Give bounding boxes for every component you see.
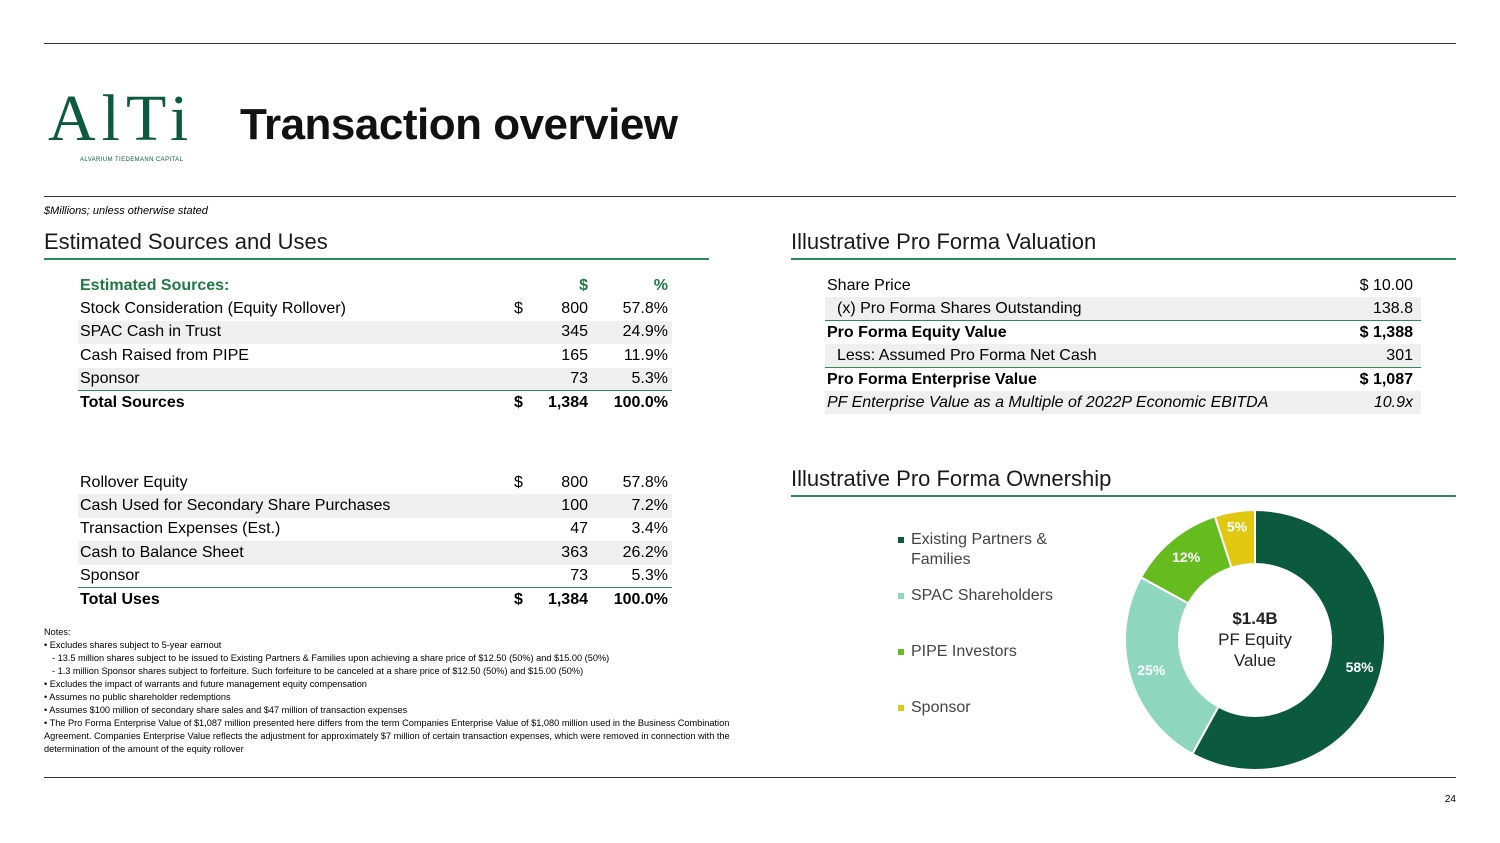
legend-label: Sponsor bbox=[911, 699, 971, 716]
valuation-row bbox=[825, 344, 1421, 367]
page-number: 24 bbox=[1444, 794, 1456, 805]
row-amount: 100 bbox=[536, 494, 590, 517]
valuation-table bbox=[825, 274, 1421, 414]
row-amount: 165 bbox=[561, 346, 588, 364]
sources-header-row bbox=[78, 274, 672, 297]
row-percent: 3.4% bbox=[631, 520, 668, 538]
table-row bbox=[78, 541, 672, 564]
row-percent: 26.2% bbox=[590, 541, 672, 564]
donut-slice-label: 25% bbox=[1137, 662, 1166, 679]
table-row bbox=[78, 321, 672, 344]
note-line: • Assumes no public shareholder redemptions bbox=[44, 692, 231, 702]
legend-swatch bbox=[898, 649, 904, 655]
alti-logo bbox=[48, 82, 198, 166]
donut-center-label bbox=[1195, 608, 1315, 671]
row-currency bbox=[506, 565, 536, 588]
legend-label: PIPE Investors bbox=[911, 643, 1017, 660]
row-percent: 5.3% bbox=[590, 368, 672, 391]
valuation-row bbox=[825, 391, 1421, 414]
table-row bbox=[78, 368, 672, 391]
valuation-title: Illustrative Pro Forma Valuation bbox=[791, 229, 1097, 254]
valuation-value: 301 bbox=[1349, 344, 1421, 367]
row-amount: 47 bbox=[570, 520, 588, 538]
sources-total-row bbox=[78, 391, 672, 414]
donut-slice-label: 12% bbox=[1172, 548, 1201, 565]
uses-table bbox=[78, 471, 672, 611]
valuation-row bbox=[825, 321, 1421, 344]
table-row bbox=[78, 344, 672, 367]
sources-header-label: Estimated Sources: bbox=[80, 276, 230, 294]
note-line: • Excludes shares subject to 5-year earnout bbox=[44, 640, 222, 650]
total-percent: 100.0% bbox=[613, 590, 668, 608]
row-currency bbox=[506, 518, 536, 541]
valuation-label: Pro Forma Equity Value bbox=[827, 323, 1007, 341]
row-label: Cash Raised from PIPE bbox=[80, 346, 249, 364]
row-label: Sponsor bbox=[78, 565, 506, 588]
total-percent: 100.0% bbox=[613, 393, 668, 411]
center-line-2: Value bbox=[1233, 651, 1277, 670]
sources-header-pct: % bbox=[653, 276, 668, 294]
center-value: $1.4B bbox=[1232, 609, 1278, 628]
title-rule bbox=[44, 196, 1456, 197]
bottom-rule bbox=[44, 777, 1456, 778]
row-label: Rollover Equity bbox=[80, 473, 188, 491]
valuation-label: (x) Pro Forma Shares Outstanding bbox=[825, 297, 1349, 320]
total-currency: $ bbox=[514, 590, 523, 608]
valuation-value: $ 1,388 bbox=[1359, 323, 1413, 341]
note-line: • The Pro Forma Enterprise Value of $1,087 million presented here differs from the term Companies Enterprise Value of $1,080 million used in the Business Combination Agreement. Companies Enterprise Value reflects the adjustment for approximately $7 million of certain transaction expenses, which were removed in connection with the determination of the amount of the equity rollover bbox=[44, 718, 730, 754]
legend-swatch bbox=[898, 537, 904, 543]
valuation-row bbox=[825, 297, 1421, 320]
row-currency: $ bbox=[514, 473, 523, 491]
valuation-row bbox=[825, 368, 1421, 391]
row-amount: 363 bbox=[536, 541, 590, 564]
row-label: Cash to Balance Sheet bbox=[78, 541, 506, 564]
units-note: $Millions; unless otherwise stated bbox=[44, 205, 208, 217]
valuation-value: 138.8 bbox=[1349, 297, 1421, 320]
note-line: • Excludes the impact of warrants and future management equity compensation bbox=[44, 679, 367, 689]
valuation-label: Less: Assumed Pro Forma Net Cash bbox=[825, 344, 1349, 367]
page-title: Transaction overview bbox=[240, 100, 678, 149]
ownership-title: Illustrative Pro Forma Ownership bbox=[791, 466, 1112, 491]
total-amount: 1,384 bbox=[547, 393, 588, 411]
note-line: - 1.3 million Sponsor shares subject to forfeiture. Such forfeiture to be canceled at a share price of $12.50 (50%) and $15.00 (50%) bbox=[52, 666, 584, 676]
row-percent: 24.9% bbox=[590, 321, 672, 344]
valuation-value: $ 1,087 bbox=[1359, 370, 1413, 388]
donut-slice-label: 5% bbox=[1226, 518, 1248, 535]
notes bbox=[44, 626, 734, 756]
valuation-rule bbox=[791, 258, 1456, 260]
sources-uses-title: Estimated Sources and Uses bbox=[44, 229, 328, 254]
row-amount: 73 bbox=[536, 565, 590, 588]
sources-table bbox=[78, 274, 672, 414]
row-currency bbox=[506, 321, 536, 344]
table-row bbox=[78, 518, 672, 541]
table-row bbox=[78, 297, 672, 320]
logo-subtitle: ALVARIUM TIEDEMANN CAPITAL bbox=[80, 157, 184, 163]
table-row bbox=[78, 471, 672, 494]
top-rule bbox=[44, 43, 1456, 44]
valuation-row bbox=[825, 274, 1421, 297]
sources-header-amount: $ bbox=[579, 276, 588, 294]
valuation-label: PF Enterprise Value as a Multiple of 2022P Economic EBITDA bbox=[825, 391, 1349, 414]
row-amount: 345 bbox=[536, 321, 590, 344]
row-currency: $ bbox=[514, 300, 523, 318]
center-line-1: PF Equity bbox=[1218, 630, 1292, 649]
legend-swatch bbox=[898, 705, 904, 711]
row-currency bbox=[506, 368, 536, 391]
row-percent: 7.2% bbox=[590, 494, 672, 517]
uses-total-row bbox=[78, 588, 672, 611]
ownership-rule bbox=[791, 495, 1456, 497]
legend-label: Existing Partners & bbox=[911, 531, 1048, 548]
logo-wordmark: AlTi bbox=[48, 82, 195, 155]
notes-heading: Notes: bbox=[44, 627, 71, 637]
row-label: Sponsor bbox=[78, 368, 506, 391]
legend-swatch bbox=[898, 593, 904, 599]
row-percent: 11.9% bbox=[623, 346, 668, 364]
row-currency bbox=[506, 344, 536, 367]
row-label: Cash Used for Secondary Share Purchases bbox=[78, 494, 506, 517]
valuation-label: Share Price bbox=[827, 276, 911, 294]
valuation-value: $ 10.00 bbox=[1359, 276, 1413, 294]
note-line: - 13.5 million shares subject to be issued to Existing Partners & Families upon achieving a share price of $12.50 (50%) and $15.00 (50%) bbox=[52, 653, 610, 663]
legend-label: SPAC Shareholders bbox=[911, 587, 1053, 604]
total-label: Total Sources bbox=[80, 393, 185, 411]
row-currency bbox=[506, 541, 536, 564]
row-percent: 57.8% bbox=[622, 300, 668, 318]
note-line: • Assumes $100 million of secondary share sales and $47 million of transaction expenses bbox=[44, 705, 408, 715]
row-percent: 57.8% bbox=[622, 473, 668, 491]
row-amount: 800 bbox=[561, 473, 588, 491]
row-label: Transaction Expenses (Est.) bbox=[80, 520, 281, 538]
row-label: SPAC Cash in Trust bbox=[78, 321, 506, 344]
donut-slice-label: 58% bbox=[1345, 658, 1374, 675]
table-row bbox=[78, 565, 672, 588]
total-amount: 1,384 bbox=[547, 590, 588, 608]
row-amount: 800 bbox=[561, 300, 588, 318]
total-label: Total Uses bbox=[80, 590, 160, 608]
row-amount: 73 bbox=[536, 368, 590, 391]
legend-label-cont: Families bbox=[911, 551, 971, 568]
row-percent: 5.3% bbox=[590, 565, 672, 588]
table-row bbox=[78, 494, 672, 517]
total-currency: $ bbox=[514, 393, 523, 411]
valuation-label: Pro Forma Enterprise Value bbox=[827, 370, 1037, 388]
row-label: Stock Consideration (Equity Rollover) bbox=[80, 300, 346, 318]
sources-uses-rule bbox=[44, 258, 709, 260]
row-currency bbox=[506, 494, 536, 517]
valuation-value: 10.9x bbox=[1349, 391, 1421, 414]
